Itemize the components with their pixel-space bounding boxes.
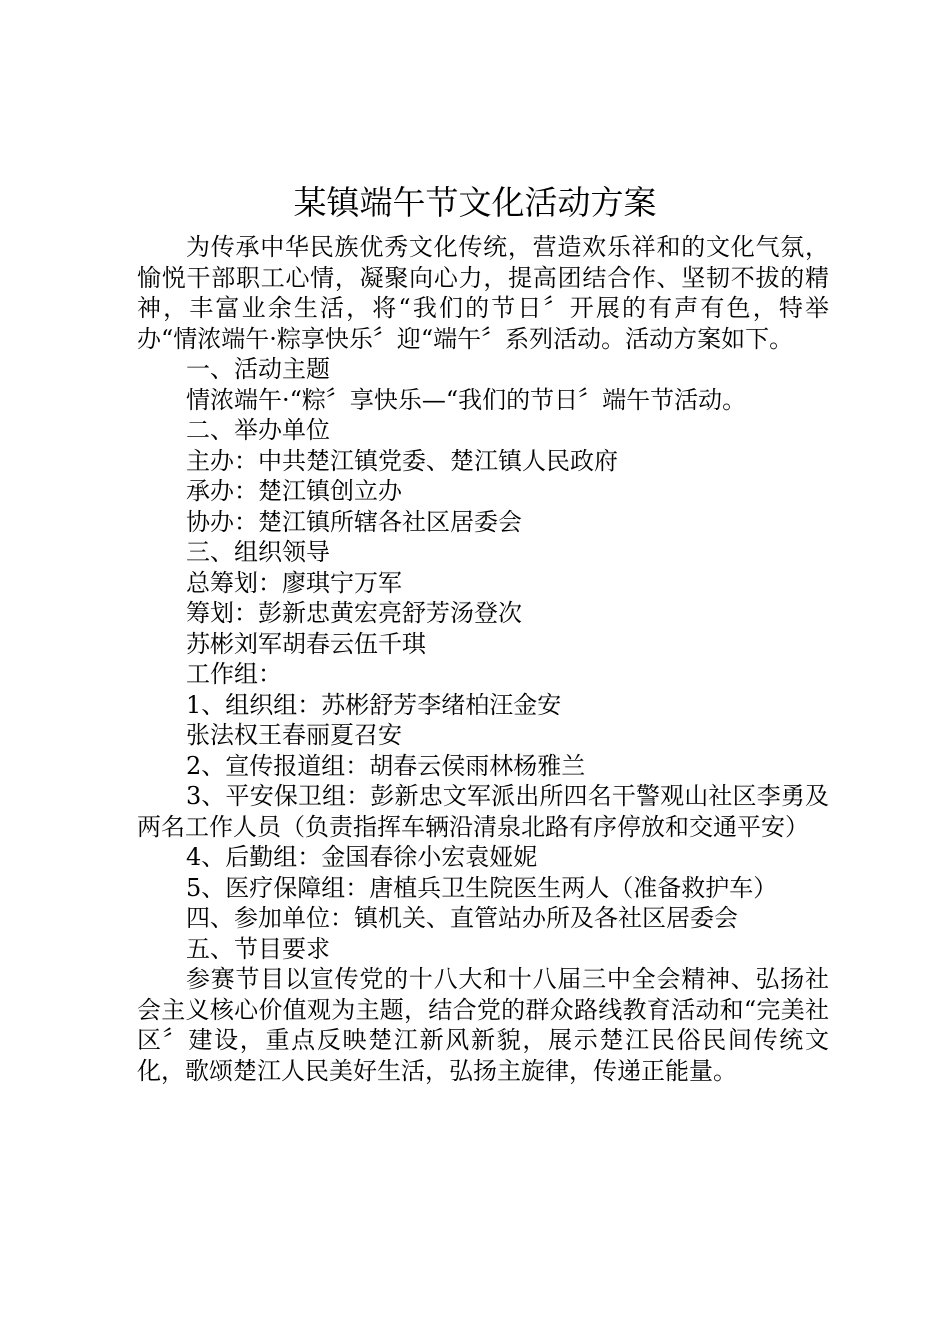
logistics-group-line: 4、后勤组：金国春徐小宏袁娅妮: [186, 843, 538, 871]
co-organizer-line: 协办：楚江镇所辖各社区居委会: [186, 507, 522, 536]
security-group-paragraph: 3、平安保卫组：彭新忠文军派出所四名干警观山社区李勇及两名工作人员（负责指挥车辆沿清泉北路有序停放和交通平安）: [137, 782, 829, 841]
section-heading-leadership: 三、组织领导: [186, 538, 330, 566]
planners-line-continued: 苏彬刘军胡春云伍千琪: [186, 629, 426, 658]
organization-group-line: 1、组织组：苏彬舒芳李绪柏汪金安: [186, 690, 562, 719]
program-requirements-paragraph: 参赛节目以宣传党的十八大和十八届三中全会精神、弘扬社会主义核心价值观为主题，结合党的群众路线教育活动和“完美社区〞建设，重点反映楚江新风新貌，展示楚江民俗民间传统文化，歌颂楚江人民美好生活，弘扬主旋律，传递正能量。: [137, 965, 829, 1085]
undertaker-line: 承办：楚江镇创立办: [186, 477, 402, 505]
host-line: 主办：中共楚江镇党委、楚江镇人民政府: [186, 446, 618, 475]
document-body: [137, 232, 829, 1086]
organization-group-line-continued: 张法权王春丽夏召安: [186, 721, 402, 749]
section-heading-organizers: 二、举办单位: [186, 416, 330, 444]
chief-planner-line: 总筹划：廖琪宁万军: [186, 568, 402, 597]
planners-line: 筹划：彭新忠黄宏亮舒芳汤登次: [186, 599, 522, 627]
intro-paragraph: 为传承中华民族优秀文化传统，营造欢乐祥和的文化气氛，愉悦干部职工心情，凝聚向心力，提高团结合作、坚韧不拔的精神，丰富业余生活，将“我们的节日〞开展的有声有色，特举办“情浓端午·粽享快乐〞迎“端午〞系列活动。活动方案如下。: [137, 233, 829, 353]
participants-line: 四、参加单位：镇机关、直管站办所及各社区居委会: [186, 904, 738, 932]
document-title: 某镇端午节文化活动方案: [293, 183, 657, 222]
section-heading-program-requirements: 五、节目要求: [186, 934, 330, 963]
medical-group-line: 5、医疗保障组：唐植兵卫生院医生两人（准备救护车）: [186, 873, 778, 902]
working-groups-heading: 工作组：: [186, 660, 282, 688]
publicity-group-line: 2、宣传报道组：胡春云侯雨林杨雅兰: [186, 751, 586, 780]
theme-text: 情浓端午·“粽〞享快乐—“我们的节日〞端午节活动。: [186, 385, 747, 414]
section-heading-theme: 一、活动主题: [186, 355, 330, 383]
